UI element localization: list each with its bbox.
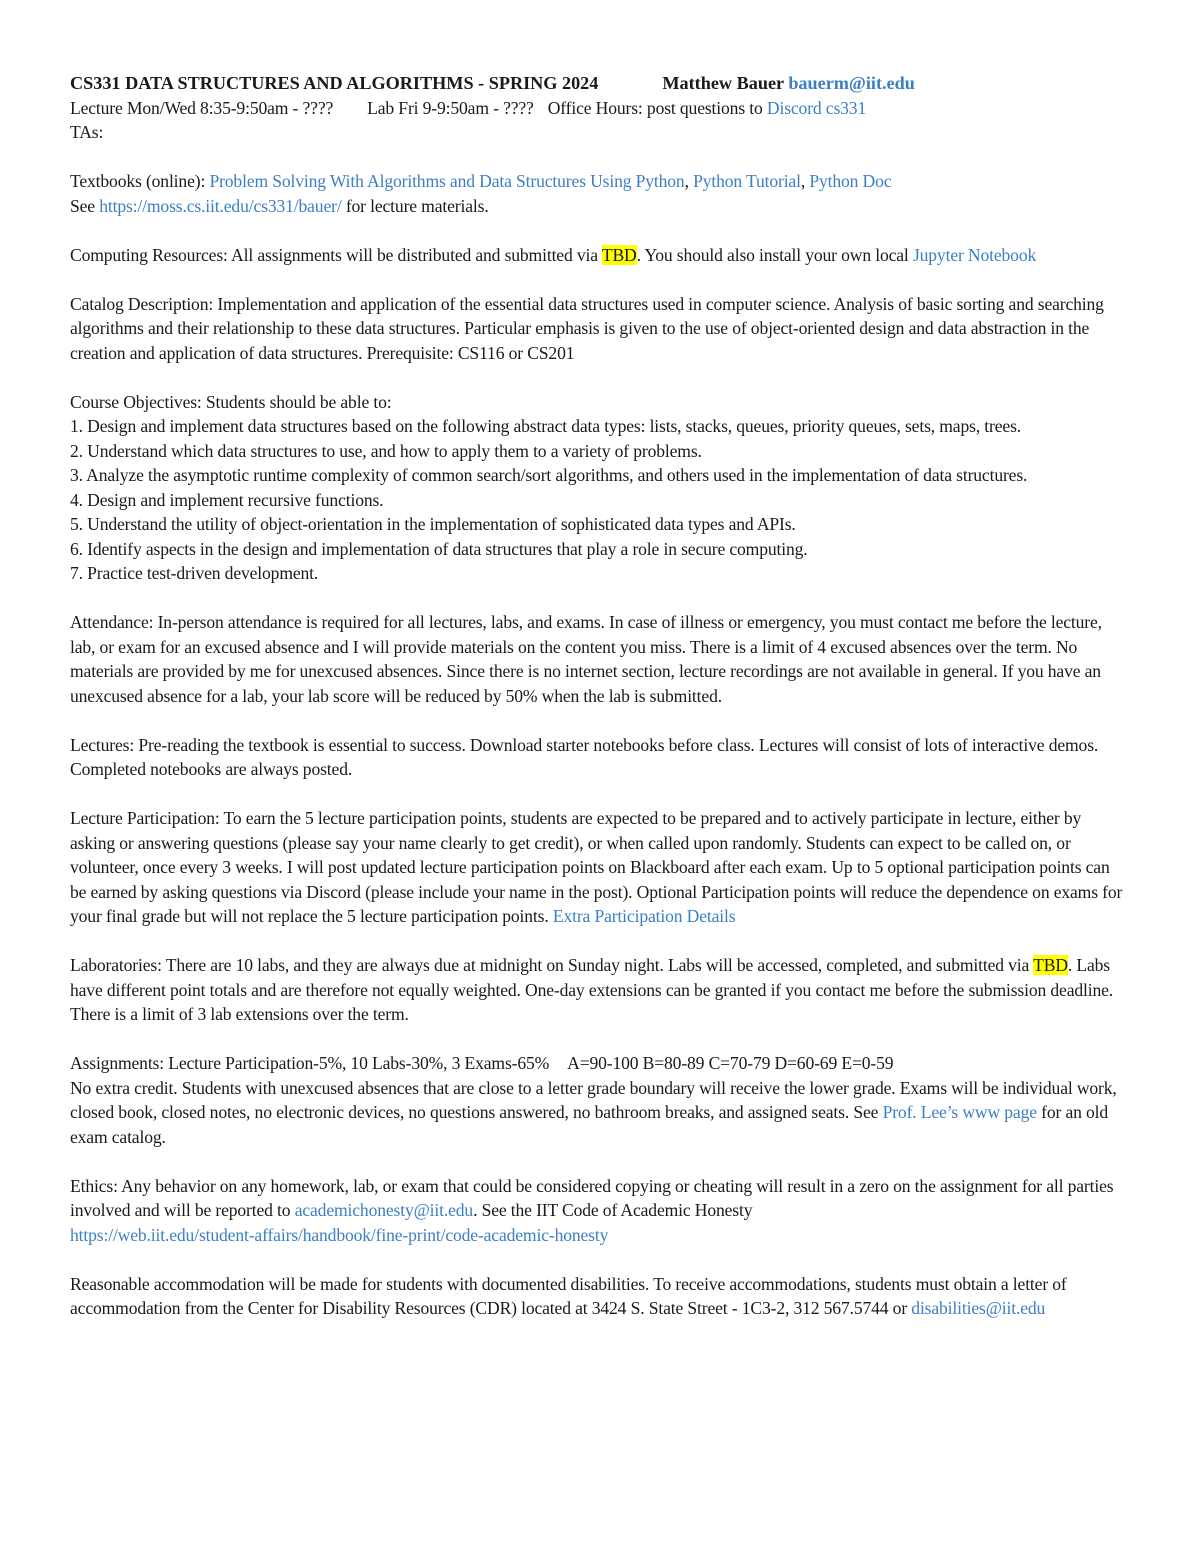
computing-suffix: . You should also install your own local — [636, 244, 909, 265]
materials-see-label: See — [70, 195, 95, 216]
objectives-heading: Course Objectives: Students should be able to: — [70, 391, 392, 412]
academic-honesty-email-link[interactable]: academichonesty@iit.edu — [294, 1200, 474, 1220]
objectives-list — [70, 414, 1130, 586]
office-hours: Office Hours: post questions to — [547, 97, 763, 118]
discord-link[interactable]: Discord cs331 — [766, 97, 867, 118]
objective-item: 2. Understand which data structures to use, and how to apply them to a variety of problems. — [70, 440, 702, 461]
labs-text: Laboratories: There are 10 labs, and they are always due at midnight on Sunday night. Labs will be accessed, completed, and submitted via — [70, 955, 1030, 975]
lecture-schedule: Lecture Mon/Wed 8:35-9:50am - ???? — [70, 97, 334, 118]
tbd-highlight: TBD — [601, 244, 637, 265]
objective-item: 4. Design and implement recursive functions. — [70, 489, 384, 510]
tas-line: TAs: — [70, 122, 104, 142]
lab-schedule: Lab Fri 9-9:50am - ???? — [367, 97, 534, 118]
schedule-line — [70, 96, 1130, 121]
attendance-policy: Attendance: In-person attendance is required for all lectures, labs, and exams. In case of illness or emergency, you must contact me before the lecture, lab, or exam for an excused absence and I will provide materials on the content you miss. There is a limit of 4 excused absences over the term. No materials are provided by me for unexcused absences. Since there is no internet section, lecture recordings are not available in general. If you have an unexcused absence for a lab, your lab score will be reduced by 50% when the lab is submitted. — [70, 612, 1102, 706]
textbooks-label: Textbooks (online): — [70, 171, 206, 191]
grade-scale: A=90-100 B=80-89 C=70-79 D=60-69 E=0-59 — [567, 1053, 894, 1073]
code-academic-honesty-link[interactable]: https://web.iit.edu/student-affairs/handbook/fine-print/code-academic-honesty — [70, 1224, 609, 1245]
participation-policy — [70, 806, 1130, 929]
textbooks-line: Textbooks (online): Problem Solving With Algorithms and Data Structures Using Python, Python Tutorial, Python Doc — [70, 171, 892, 191]
ethics-suffix: . See the IIT Code of Academic Honesty — [473, 1200, 753, 1220]
participation-text: Lecture Participation: To earn the 5 lecture participation points, students are expected to be prepared and to actively participate in lecture, either by asking or answering questions (please say your name clearly to get credit), or when called upon randomly. Students can expect to be called on, or volunteer, once every 3 weeks. I will post updated lecture participation points on Blackboard after each exam. Up to 5 optional participation points can be earned by asking questions via Discord (please include your name in the post). Optional Participation points will reduce the dependence on exams for your final grade but will not replace the 5 lecture participation points. — [70, 808, 1123, 926]
lecture-materials-link[interactable]: https://moss.cs.iit.edu/cs331/bauer/ — [99, 195, 342, 216]
computing-resources — [70, 243, 1130, 268]
assignment-weights: Assignments: Lecture Participation-5%, 10 Labs-30%, 3 Exams-65% — [70, 1053, 550, 1073]
assignments-suffix: for an old exam catalog. — [70, 1102, 1109, 1147]
instructor-name: Matthew Bauer — [662, 73, 784, 93]
ethics-text: Ethics: Any behavior on any homework, lab, or exam that could be considered copying or cheating will result in a zero on the assignment for all parties involved and will be reported to — [70, 1175, 1114, 1220]
jupyter-notebook-link[interactable]: Jupyter Notebook — [912, 244, 1037, 265]
assignments-weights-line — [70, 1051, 1130, 1076]
instructor-email-link[interactable]: bauerm@iit.edu — [788, 73, 915, 93]
header-title-line — [70, 71, 1130, 96]
tbd-highlight: TBD — [1033, 955, 1068, 975]
labs-suffix: . Labs have different point totals and are therefore not equally weighted. One-day extensions can be granted if you contact me before the submission deadline. There is a limit of 3 lab extensions over the term. — [70, 955, 1114, 1024]
textbook-link-problem-solving[interactable]: Problem Solving With Algorithms and Data Structures Using Python — [209, 171, 685, 191]
extra-participation-link[interactable]: Extra Participation Details — [552, 906, 736, 926]
computing-text: Computing Resources: All assignments will be distributed and submitted via — [70, 244, 598, 265]
textbook-link-python-tutorial[interactable]: Python Tutorial — [693, 171, 801, 191]
accommodation-policy — [70, 1272, 1130, 1321]
objective-item: 5. Understand the utility of object-orientation in the implementation of sophisticated data types and APIs. — [70, 514, 796, 534]
assignments-text: No extra credit. Students with unexcused absences that are close to a letter grade boundary will receive the lower grade. Exams will be individual work, closed book, closed notes, no electronic devices, no questions answered, no bathroom breaks, and assigned seats. See — [70, 1077, 1117, 1122]
textbook-link-python-doc[interactable]: Python Doc — [809, 171, 892, 191]
ethics-policy — [70, 1174, 1130, 1248]
materials-suffix: for lecture materials. — [345, 195, 489, 216]
catalog-description: Catalog Description: Implementation and application of the essential data structures used in computer science. Analysis of basic sorting and searching algorithms and their relationship to these data structures. Particular emphasis is given to the use of object-oriented design and data abstraction in the creation and application of data structures. Prerequisite: CS116 or CS201 — [70, 293, 1104, 363]
course-title: CS331 DATA STRUCTURES AND ALGORITHMS - SPRING 2024 — [70, 73, 599, 93]
laboratories-policy — [70, 953, 1130, 1027]
objective-item: 1. Design and implement data structures based on the following abstract data types: lists, stacks, queues, priority queues, sets, maps, trees. — [70, 416, 1022, 436]
materials-line — [70, 194, 1130, 219]
objective-item: 7. Practice test-driven development. — [70, 563, 319, 583]
objective-item: 6. Identify aspects in the design and implementation of data structures that play a role in secure computing. — [70, 538, 808, 559]
accommodation-text: Reasonable accommodation will be made for students with documented disabilities. To receive accommodations, students must obtain a letter of accommodation from the Center for Disability Resources (CDR) located at 3424 S. State Street - 1C3-2, 312 567.5744 or — [70, 1273, 1067, 1318]
objective-item: 3. Analyze the asymptotic runtime complexity of common search/sort algorithms, and others used in the implementation of data structures. — [70, 465, 1028, 485]
disabilities-email-link[interactable]: disabilities@iit.edu — [911, 1298, 1046, 1318]
prof-lee-page-link[interactable]: Prof. Lee’s www page — [882, 1102, 1037, 1122]
assignments-policy — [70, 1076, 1130, 1150]
lectures-policy: Lectures: Pre-reading the textbook is essential to success. Download starter notebooks before class. Lectures will consist of lots of interactive demos. Completed notebooks are always posted. — [70, 734, 1099, 779]
